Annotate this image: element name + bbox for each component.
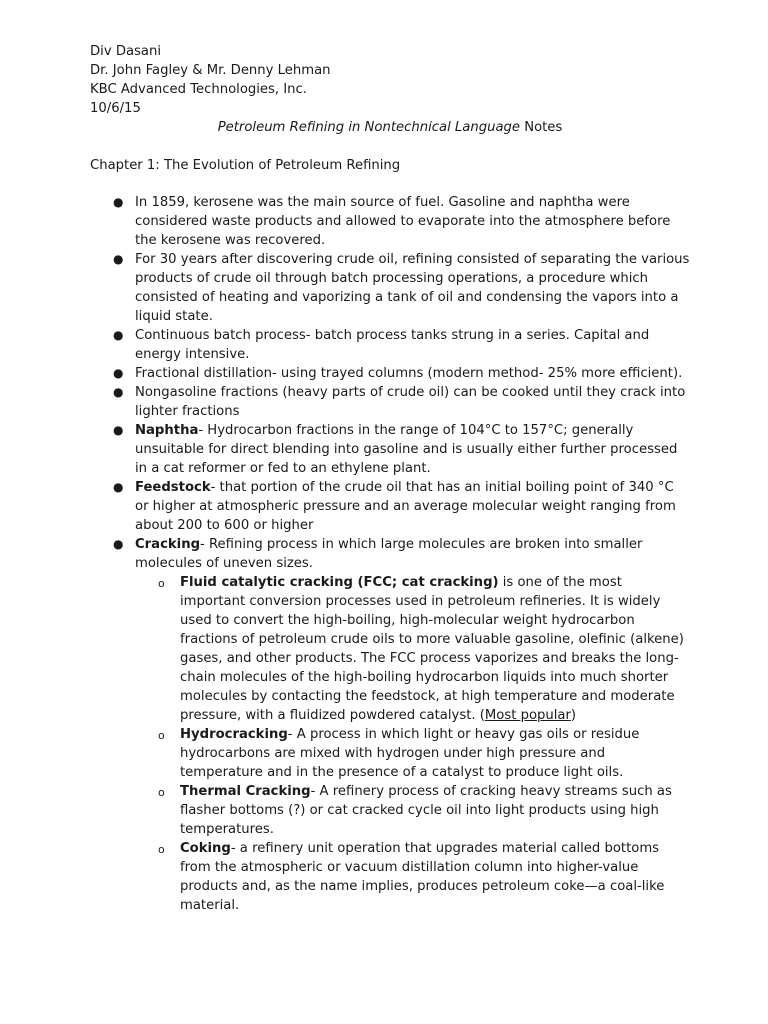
definition-feedstock: - that portion of the crude oil that has an initial boiling point of 340 °C or higher at atmospheric pressure and an average molecular weight ranging from about 200 to 600 or higher bbox=[135, 480, 676, 533]
sub-item-thermal-cracking bbox=[135, 782, 690, 839]
bullet-icon: ● bbox=[113, 480, 124, 494]
term-fcc: Fluid catalytic cracking (FCC; cat cracking) bbox=[180, 575, 499, 590]
definition-thermal-cracking: - A refinery process of cracking heavy streams such as flasher bottoms (?) or cat cracked cycle oil into light products using high temperatures. bbox=[180, 784, 672, 837]
sub-item-hydrocracking bbox=[135, 725, 690, 782]
bullet-icon: ● bbox=[113, 328, 124, 342]
list-item bbox=[90, 193, 690, 250]
cracking-types-list bbox=[135, 573, 690, 915]
term-coking: Coking bbox=[180, 841, 231, 856]
bullet-text: In 1859, kerosene was the main source of fuel. Gasoline and naphtha were considered waste products and allowed to evaporate into the atmosphere before the kerosene was recovered. bbox=[135, 195, 671, 248]
bullet-icon: ● bbox=[113, 252, 124, 266]
term-feedstock: Feedstock bbox=[135, 480, 211, 495]
company-name: KBC Advanced Technologies, Inc. bbox=[90, 82, 307, 97]
circle-bullet-icon: o bbox=[158, 577, 165, 590]
instructors: Dr. John Fagley & Mr. Denny Lehman bbox=[90, 63, 331, 78]
circle-bullet-icon: o bbox=[158, 729, 165, 742]
bullet-icon: ● bbox=[113, 423, 124, 437]
term-naphtha: Naphtha bbox=[135, 423, 199, 438]
definition-coking: - a refinery unit operation that upgrades material called bottoms from the atmospheric or vacuum distillation column into higher-value products and, as the name implies, produces petroleum coke—a coal-like material. bbox=[180, 841, 665, 913]
list-item-feedstock bbox=[90, 478, 690, 535]
document-title bbox=[90, 118, 690, 137]
bullet-text: Fractional distillation- using trayed columns (modern method- 25% more efficient). bbox=[135, 366, 683, 381]
sub-item-coking bbox=[135, 839, 690, 915]
bullet-icon: ● bbox=[113, 537, 124, 551]
sub-item-fcc bbox=[135, 573, 690, 725]
list-item-naphtha bbox=[90, 421, 690, 478]
note-most-popular: Most popular bbox=[484, 708, 571, 723]
bullet-icon: ● bbox=[113, 366, 124, 380]
definition-cracking: - Refining process in which large molecules are broken into smaller molecules of uneven sizes. bbox=[135, 537, 643, 571]
term-cracking: Cracking bbox=[135, 537, 201, 552]
document-page bbox=[90, 42, 690, 915]
list-item bbox=[90, 250, 690, 326]
bullet-icon: ● bbox=[113, 195, 124, 209]
definition-naphtha: - Hydrocarbon fractions in the range of 104°C to 157°C; generally unsuitable for direct blending into gasoline and is usually either further processed in a cat reformer or fed to an ethylene plant. bbox=[135, 423, 678, 476]
bullet-text: For 30 years after discovering crude oil, refining consisted of separating the various products of crude oil through batch processing operations, a procedure which consisted of heating and vaporizing a tank of oil and condensing the vapors into a liquid state. bbox=[135, 252, 690, 324]
bullet-icon: ● bbox=[113, 385, 124, 399]
notes-list bbox=[90, 193, 690, 915]
book-title: Petroleum Refining in Nontechnical Language bbox=[217, 120, 521, 135]
circle-bullet-icon: o bbox=[158, 843, 165, 856]
list-item-cracking bbox=[90, 535, 690, 915]
bullet-text: Continuous batch process- batch process tanks strung in a series. Capital and energy intensive. bbox=[135, 328, 650, 362]
chapter-heading: Chapter 1: The Evolution of Petroleum Refining bbox=[90, 158, 401, 173]
title-suffix: Notes bbox=[520, 120, 563, 135]
definition-fcc: is one of the most important conversion processes used in petroleum refineries. It is widely used to convert the high-boiling, high-molecular weight hydrocarbon fractions of petroleum crude oils to more valuable gasoline, olefinic (alkene) gases, and other products. The FCC process vaporizes and breaks the long-chain molecules of the high-boiling hydrocarbon liquids into much shorter molecules by contacting the feedstock, at high temperature and moderate pressure, with a fluidized powdered catalyst. ( bbox=[180, 575, 684, 723]
term-hydrocracking: Hydrocracking bbox=[180, 727, 288, 742]
document-date: 10/6/15 bbox=[90, 101, 141, 116]
list-item bbox=[90, 326, 690, 364]
list-item bbox=[90, 364, 690, 383]
circle-bullet-icon: o bbox=[158, 786, 165, 799]
term-thermal-cracking: Thermal Cracking bbox=[180, 784, 311, 799]
definition-hydrocracking: - A process in which light or heavy gas oils or residue hydrocarbons are mixed with hydrogen under high pressure and temperature and in the presence of a catalyst to produce light oils. bbox=[180, 727, 640, 780]
paren-close: ) bbox=[570, 708, 577, 723]
bullet-text: Nongasoline fractions (heavy parts of crude oil) can be cooked until they crack into lighter fractions bbox=[135, 385, 686, 419]
list-item bbox=[90, 383, 690, 421]
author-name: Div Dasani bbox=[90, 44, 162, 59]
